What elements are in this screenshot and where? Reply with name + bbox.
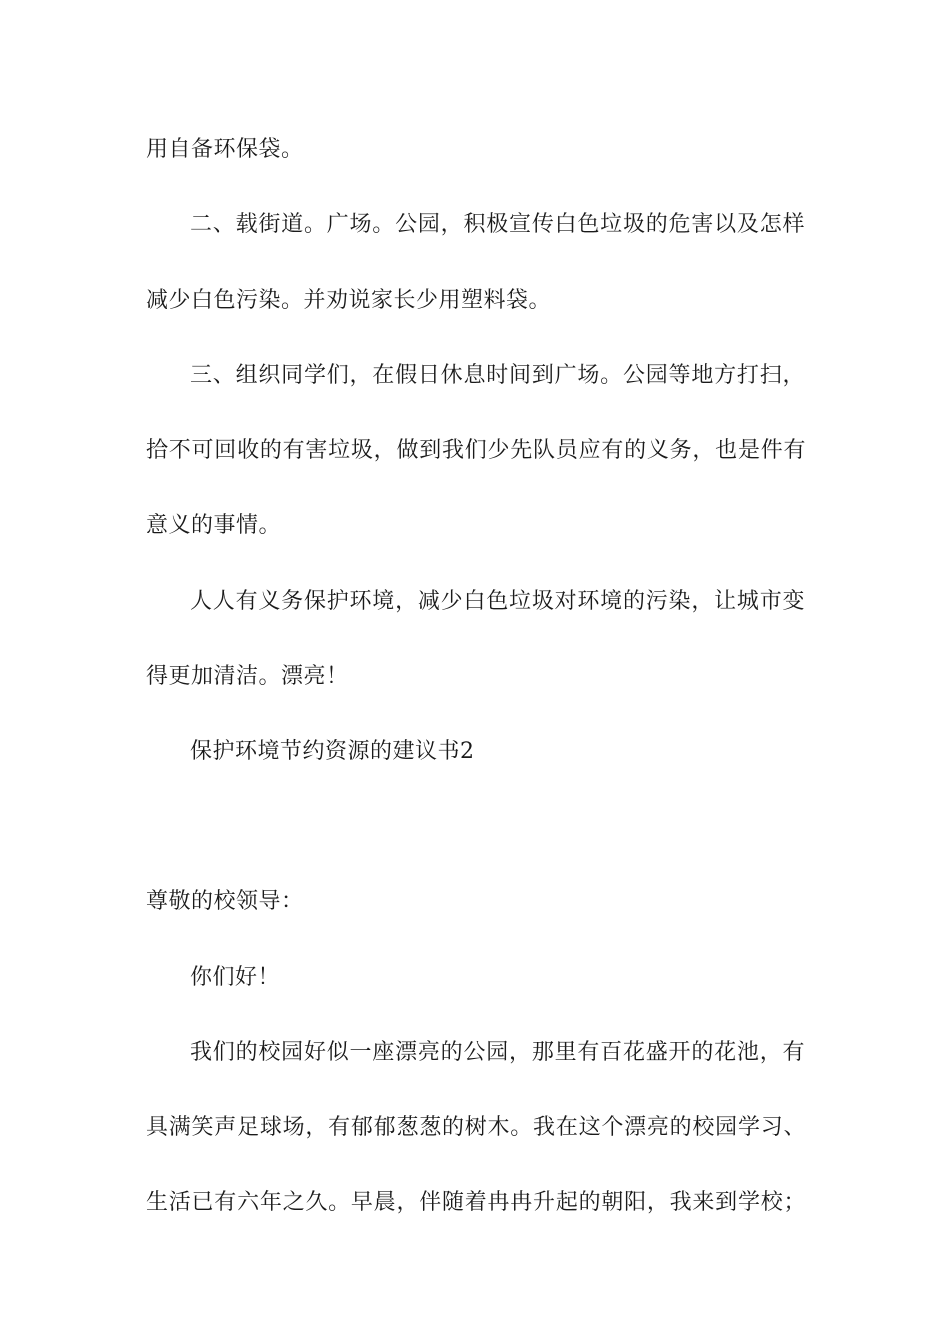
text-line-13: 具满笑声足球场，有郁郁葱葱的树木。我在这个漂亮的校园学习、: [146, 1115, 806, 1140]
greeting: 你们好！: [190, 965, 281, 990]
salutation: 尊敬的校领导：: [146, 889, 304, 914]
text-line-3: 减少白色污染。并劝说家长少用塑料袋。: [146, 288, 552, 313]
text-line-1: 用自备环保袋。: [146, 137, 304, 162]
section-heading: 保护环境节约资源的建议书2: [190, 739, 475, 764]
text-line-14: 生活已有六年之久。早晨，伴随着冉冉升起的朝阳，我来到学校；: [146, 1190, 806, 1215]
text-line-8: 得更加清洁。漂亮！: [146, 664, 349, 689]
text-line-7: 人人有义务保护环境，减少白色垃圾对环境的污染，让城市变: [190, 589, 805, 614]
text-line-5: 拾不可回收的有害垃圾，做到我们少先队员应有的义务，也是件有: [146, 438, 806, 463]
text-line-12: 我们的校园好似一座漂亮的公园，那里有百花盛开的花池，有: [190, 1040, 805, 1065]
text-line-4: 三、组织同学们，在假日休息时间到广场。公园等地方打扫，: [190, 363, 805, 388]
text-line-2: 二、载街道。广场。公园，积极宣传白色垃圾的危害以及怎样: [190, 212, 805, 237]
text-line-6: 意义的事情。: [146, 513, 282, 538]
